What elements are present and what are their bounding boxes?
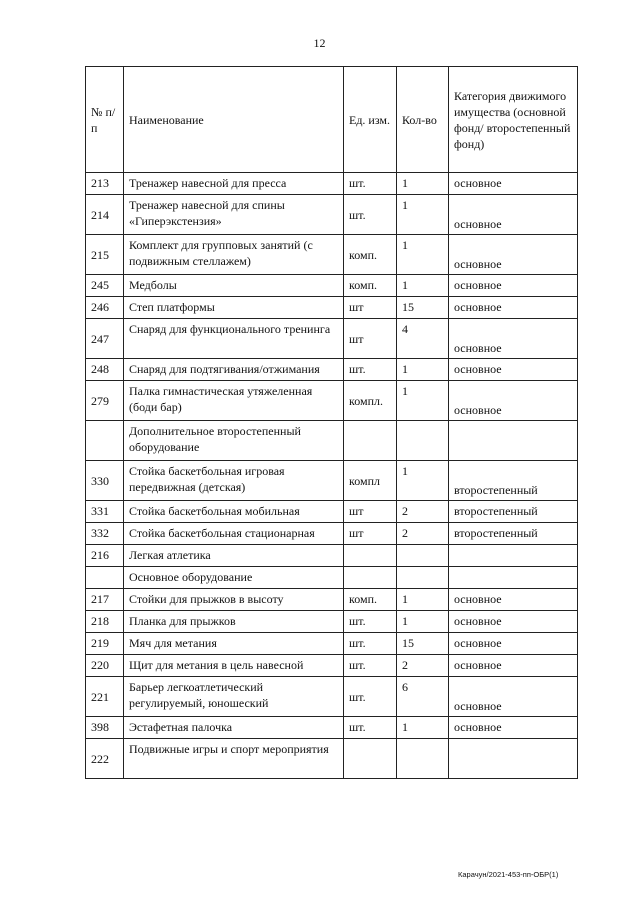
item-unit [344, 567, 397, 589]
table-row [86, 297, 578, 319]
row-number: 222 [86, 739, 124, 779]
header-qty: Кол-во [397, 67, 449, 173]
item-quantity: 4 [397, 319, 449, 359]
table-row [86, 633, 578, 655]
row-number: 331 [86, 501, 124, 523]
item-name: Медболы [124, 275, 344, 297]
item-quantity: 1 [397, 589, 449, 611]
item-name: Стойки для прыжков в высоту [124, 589, 344, 611]
item-name: Планка для прыжков [124, 611, 344, 633]
item-category: основное [449, 297, 578, 319]
item-category [449, 739, 578, 779]
item-name: Комплект для групповых занятий (с подвижным стеллажем) [124, 235, 344, 275]
item-quantity [397, 545, 449, 567]
item-unit: шт [344, 501, 397, 523]
item-category [449, 421, 578, 461]
item-category [449, 567, 578, 589]
item-unit: комп. [344, 235, 397, 275]
item-unit: компл [344, 461, 397, 501]
row-number: 332 [86, 523, 124, 545]
row-number [86, 567, 124, 589]
item-unit [344, 739, 397, 779]
item-unit [344, 421, 397, 461]
item-name: Стойка баскетбольная мобильная [124, 501, 344, 523]
item-unit: шт. [344, 173, 397, 195]
item-category: основное [449, 677, 578, 717]
table-row [86, 567, 578, 589]
item-unit: шт. [344, 655, 397, 677]
item-category: основное [449, 319, 578, 359]
table-row [86, 319, 578, 359]
item-name: Палка гимнастическая утяжеленная (боди бар) [124, 381, 344, 421]
item-quantity: 2 [397, 501, 449, 523]
item-category: основное [449, 173, 578, 195]
item-unit: шт [344, 319, 397, 359]
item-unit: шт [344, 523, 397, 545]
item-category: основное [449, 275, 578, 297]
item-quantity [397, 739, 449, 779]
table-row [86, 589, 578, 611]
item-unit: комп. [344, 275, 397, 297]
item-quantity: 1 [397, 717, 449, 739]
item-category: второстепенный [449, 461, 578, 501]
row-number: 398 [86, 717, 124, 739]
row-number: 215 [86, 235, 124, 275]
item-quantity: 2 [397, 523, 449, 545]
item-quantity: 1 [397, 461, 449, 501]
row-number: 330 [86, 461, 124, 501]
item-quantity: 15 [397, 633, 449, 655]
item-quantity: 1 [397, 275, 449, 297]
row-number: 245 [86, 275, 124, 297]
item-name: Стойка баскетбольная игровая передвижная (детская) [124, 461, 344, 501]
table-row [86, 717, 578, 739]
table-row [86, 611, 578, 633]
item-name: Основное оборудование [124, 567, 344, 589]
header-unit: Ед. изм. [344, 67, 397, 173]
item-category: основное [449, 235, 578, 275]
row-number: 246 [86, 297, 124, 319]
item-unit: шт. [344, 611, 397, 633]
table-row [86, 421, 578, 461]
item-quantity: 1 [397, 381, 449, 421]
item-category: основное [449, 633, 578, 655]
item-unit: комп. [344, 589, 397, 611]
item-category: основное [449, 655, 578, 677]
row-number: 248 [86, 359, 124, 381]
table-row [86, 545, 578, 567]
item-unit: шт. [344, 359, 397, 381]
table-row [86, 501, 578, 523]
table-row [86, 359, 578, 381]
row-number: 218 [86, 611, 124, 633]
item-category: основное [449, 611, 578, 633]
table-row [86, 655, 578, 677]
item-name: Эстафетная палочка [124, 717, 344, 739]
item-unit [344, 545, 397, 567]
table-row [86, 523, 578, 545]
item-name: Тренажер навесной для пресса [124, 173, 344, 195]
table-row [86, 461, 578, 501]
row-number: 217 [86, 589, 124, 611]
header-name: Наименование [124, 67, 344, 173]
item-quantity: 15 [397, 297, 449, 319]
row-number: 220 [86, 655, 124, 677]
table-row [86, 739, 578, 779]
item-unit: шт. [344, 633, 397, 655]
row-number: 213 [86, 173, 124, 195]
item-quantity: 1 [397, 359, 449, 381]
item-unit: компл. [344, 381, 397, 421]
item-name: Степ платформы [124, 297, 344, 319]
item-name: Стойка баскетбольная стационарная [124, 523, 344, 545]
item-quantity: 1 [397, 173, 449, 195]
item-category: второстепенный [449, 501, 578, 523]
item-unit: шт. [344, 195, 397, 235]
item-name: Легкая атлетика [124, 545, 344, 567]
header-category: Категория движимого имущества (основной фонд/ второстепенный фонд) [449, 67, 578, 173]
row-number [86, 421, 124, 461]
page-number: 12 [313, 36, 326, 50]
item-quantity: 1 [397, 611, 449, 633]
item-name: Снаряд для функционального тренинга [124, 319, 344, 359]
item-category [449, 545, 578, 567]
row-number: 247 [86, 319, 124, 359]
item-category: второстепенный [449, 523, 578, 545]
item-quantity: 1 [397, 195, 449, 235]
item-category: основное [449, 717, 578, 739]
table-header-row [86, 67, 578, 173]
row-number: 216 [86, 545, 124, 567]
item-name: Дополнительное второстепенный оборудование [124, 421, 344, 461]
item-name: Снаряд для подтягивания/отжимания [124, 359, 344, 381]
row-number: 214 [86, 195, 124, 235]
item-name: Подвижные игры и спорт мероприятия [124, 739, 344, 779]
header-num: № п/п [86, 67, 124, 173]
table-row [86, 195, 578, 235]
table-row [86, 235, 578, 275]
table-body [86, 173, 578, 779]
item-quantity: 1 [397, 235, 449, 275]
item-name: Барьер легкоатлетический регулируемый, юношеский [124, 677, 344, 717]
item-category: основное [449, 381, 578, 421]
item-quantity [397, 567, 449, 589]
item-unit: шт. [344, 717, 397, 739]
row-number: 279 [86, 381, 124, 421]
item-quantity [397, 421, 449, 461]
inventory-table [85, 66, 578, 779]
item-category: основное [449, 195, 578, 235]
item-category: основное [449, 589, 578, 611]
item-unit: шт. [344, 677, 397, 717]
table-row [86, 677, 578, 717]
item-quantity: 2 [397, 655, 449, 677]
document-code: Карачун/2021-453-пп-ОБР(1) [458, 870, 559, 879]
row-number: 221 [86, 677, 124, 717]
item-unit: шт [344, 297, 397, 319]
row-number: 219 [86, 633, 124, 655]
table-row [86, 173, 578, 195]
item-category: основное [449, 359, 578, 381]
item-name: Тренажер навесной для спины «Гиперэкстензия» [124, 195, 344, 235]
item-name: Щит для метания в цель навесной [124, 655, 344, 677]
table-row [86, 275, 578, 297]
table-row [86, 381, 578, 421]
item-name: Мяч для метания [124, 633, 344, 655]
item-quantity: 6 [397, 677, 449, 717]
